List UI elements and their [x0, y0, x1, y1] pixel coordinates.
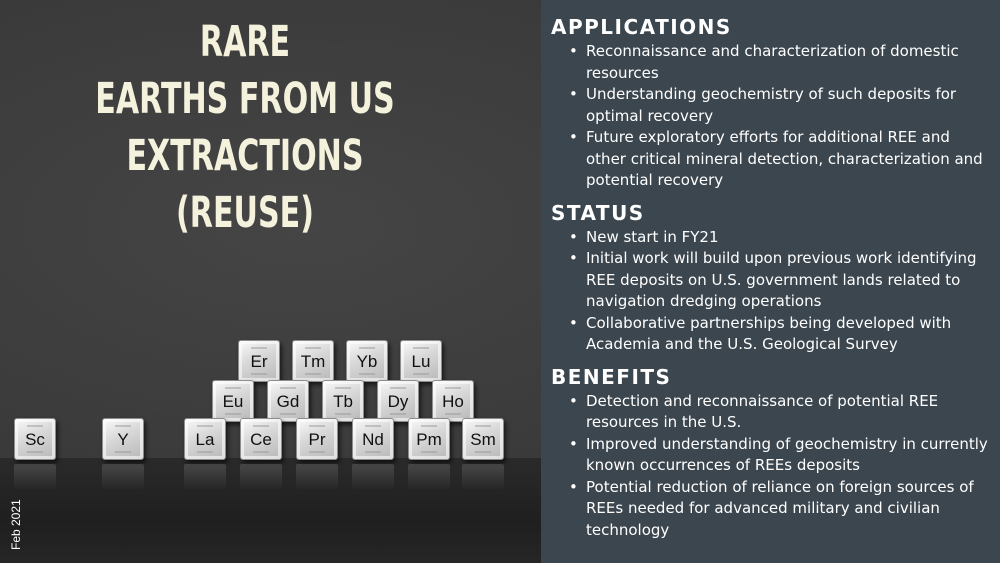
bullet-list [551, 227, 992, 356]
cube-fine-print [251, 347, 267, 349]
element-cube-gd [267, 380, 309, 422]
element-symbol: Lu [411, 352, 431, 371]
element-cube-ho [432, 380, 474, 422]
element-symbol: Pr [308, 430, 326, 449]
cube-fine-print [197, 451, 213, 453]
element-cube-eu [212, 380, 254, 422]
element-cube-lu [400, 340, 442, 382]
section-applications [551, 14, 992, 192]
cube-fine-print [359, 373, 375, 375]
cube-fine-print [309, 451, 325, 453]
cube-reflection [352, 464, 394, 490]
list-item: • Improved understanding of geochemistry in currently known occurrences of REEs deposits [569, 434, 992, 477]
element-cube-y [102, 418, 144, 460]
cube-reflection [296, 464, 338, 490]
cube-fine-print [421, 425, 437, 427]
cube-fine-print [445, 413, 461, 415]
cube-reflection [462, 464, 504, 490]
title-line-3: EXTRACTIONS (REUSE) [126, 131, 364, 238]
cube-fine-print [115, 425, 131, 427]
cube-fine-print [421, 451, 437, 453]
slide-title [74, 14, 417, 242]
cube-fine-print [280, 413, 296, 415]
title-line-1: RARE [199, 17, 291, 67]
element-cube-sc [14, 418, 56, 460]
cube-reflection [102, 464, 144, 490]
cube-fine-print [27, 425, 43, 427]
element-cube-nd [352, 418, 394, 460]
cube-fine-print [115, 451, 131, 453]
list-item: • Future exploratory efforts for additional REE and other critical mineral detection, characterization and potential recovery [569, 127, 992, 192]
element-cube-pm [408, 418, 450, 460]
section-heading: BENEFITS [551, 364, 672, 389]
cube-fine-print [225, 387, 241, 389]
element-cube-tb [322, 380, 364, 422]
cube-fine-print [253, 425, 269, 427]
cube-fine-print [335, 387, 351, 389]
cube-fine-print [197, 425, 213, 427]
cube-fine-print [413, 373, 429, 375]
list-item: • Initial work will build upon previous work identifying REE deposits on U.S. government lands related to navigation dredging operations [569, 248, 992, 313]
cube-fine-print [27, 451, 43, 453]
section-heading: APPLICATIONS [551, 15, 732, 39]
element-symbol: Sc [25, 430, 45, 449]
element-symbol: Tb [333, 392, 353, 411]
date-label: Feb 2021 [9, 499, 23, 550]
cube-fine-print [305, 373, 321, 375]
element-symbol: Eu [222, 392, 244, 411]
list-item: • Potential reduction of reliance on foreign sources of REEs needed for advanced military and civilian technology [569, 477, 992, 542]
list-item: • Collaborative partnerships being developed with Academia and the U.S. Geological Survey [569, 313, 992, 356]
element-cube-ce [240, 418, 282, 460]
cube-fine-print [445, 387, 461, 389]
list-item: • Reconnaissance and characterization of domestic resources [569, 41, 992, 84]
element-symbol: Ho [442, 392, 464, 411]
list-item: • New start in FY21 [569, 227, 992, 249]
cube-fine-print [390, 387, 406, 389]
cube-fine-print [335, 413, 351, 415]
cube-reflection [408, 464, 450, 490]
right-panel [541, 0, 1000, 563]
element-symbol: Er [250, 352, 268, 371]
element-cube-er [238, 340, 280, 382]
list-item: • Detection and reconnaissance of potential REE resources in the U.S. [569, 391, 992, 434]
cube-fine-print [280, 387, 296, 389]
cube-fine-print [365, 451, 381, 453]
element-symbol: Pm [416, 430, 442, 449]
cube-fine-print [475, 451, 491, 453]
element-symbol: La [195, 430, 215, 449]
element-cube-tm [292, 340, 334, 382]
cube-fine-print [359, 347, 375, 349]
cube-fine-print [413, 347, 429, 349]
cube-fine-print [365, 425, 381, 427]
list-item: • Understanding geochemistry of such deposits for optimal recovery [569, 84, 992, 127]
element-symbol: Ce [250, 430, 272, 449]
title-line-2: EARTHS FROM US [95, 74, 395, 124]
element-symbol: Dy [387, 392, 409, 411]
cube-reflection [14, 464, 56, 490]
element-symbol: Tm [300, 352, 326, 371]
cube-fine-print [305, 347, 321, 349]
cube-reflection [184, 464, 226, 490]
cube-fine-print [309, 425, 325, 427]
section-benefits [551, 364, 992, 542]
element-cube-pr [296, 418, 338, 460]
element-symbol: Yb [356, 352, 378, 371]
cube-fine-print [475, 425, 491, 427]
cube-fine-print [253, 451, 269, 453]
bullet-list [551, 41, 992, 192]
element-symbol: Gd [276, 392, 300, 411]
element-cube-dy [377, 380, 419, 422]
section-heading: STATUS [551, 200, 645, 225]
section-status [551, 200, 992, 356]
bullet-list [551, 391, 992, 542]
cube-fine-print [225, 413, 241, 415]
cube-fine-print [390, 413, 406, 415]
cube-fine-print [251, 373, 267, 375]
element-symbol: Nd [362, 430, 384, 449]
element-symbol: Sm [470, 430, 496, 449]
element-cube-yb [346, 340, 388, 382]
element-cube-la [184, 418, 226, 460]
cube-reflection [240, 464, 282, 490]
element-cube-sm [462, 418, 504, 460]
element-symbol: Y [117, 430, 129, 449]
